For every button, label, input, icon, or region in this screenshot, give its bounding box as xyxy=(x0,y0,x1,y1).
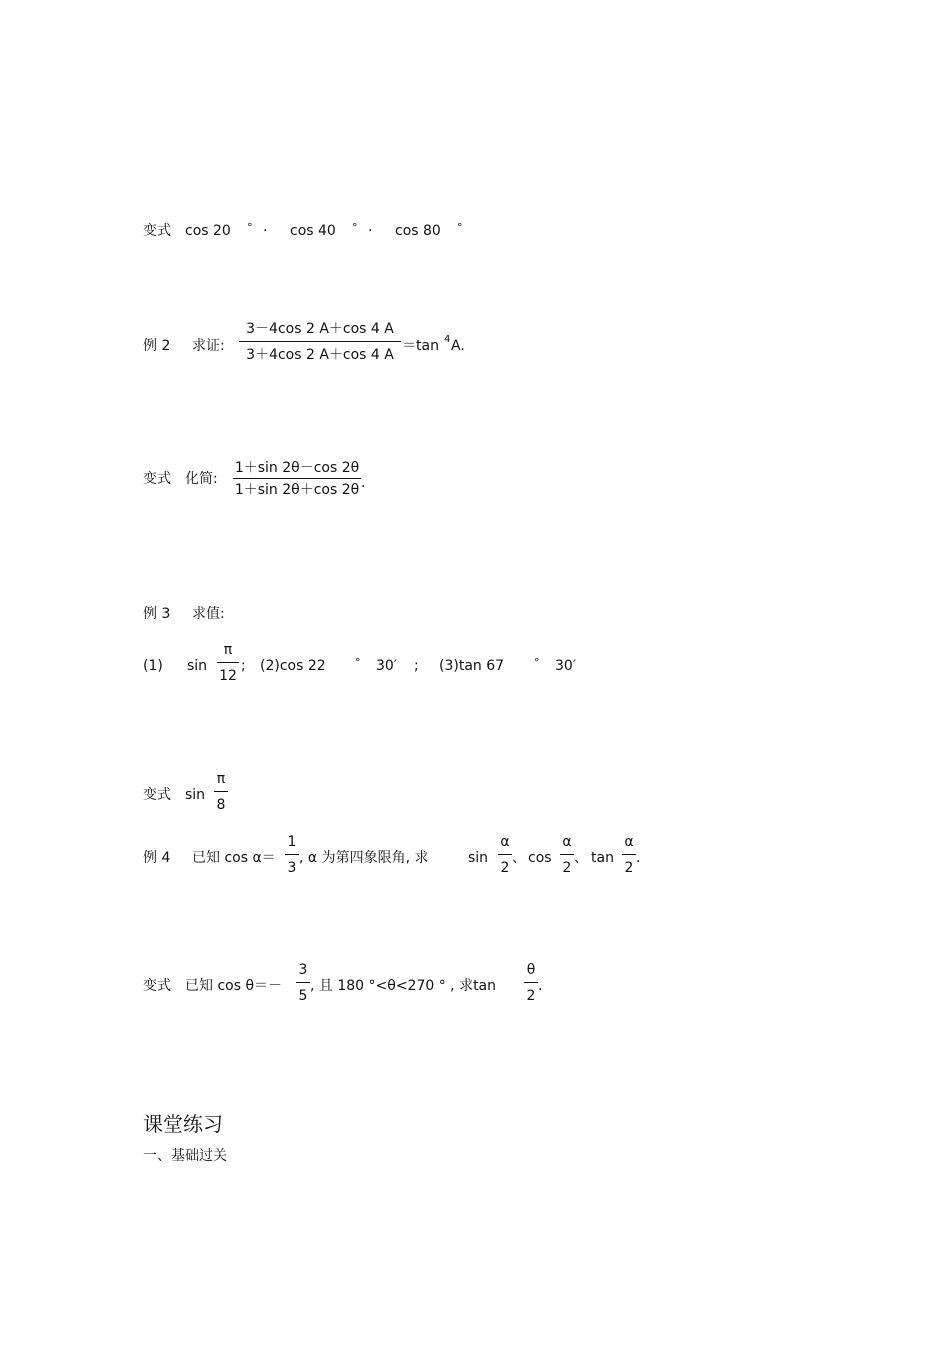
numerator: 1 xyxy=(285,833,299,855)
variant-label: 变式 xyxy=(143,978,171,994)
part-label: (1) xyxy=(143,658,163,674)
instruction: 化简: xyxy=(185,471,218,487)
exponent: 4 xyxy=(444,334,451,345)
function-name: sin xyxy=(185,787,206,803)
example-label: 例 2 xyxy=(143,338,171,354)
numerator: α xyxy=(622,833,636,855)
instruction: 求证: xyxy=(192,338,225,354)
function-name: sin xyxy=(468,850,489,866)
degree-symbol: ° xyxy=(457,221,463,234)
equation-tail: A. xyxy=(451,338,465,354)
fraction xyxy=(296,961,310,1005)
denominator: 2 xyxy=(526,988,536,1004)
minutes: 30′ xyxy=(376,658,397,674)
function-name: cos xyxy=(528,850,552,866)
part-expression: (3)tan 67 xyxy=(439,658,505,674)
numerator: 3－4cos 2 A＋cos 4 A xyxy=(239,320,401,342)
fraction xyxy=(239,320,401,364)
fraction xyxy=(524,961,538,1005)
condition: 已知 cos α＝ xyxy=(192,850,276,866)
numerator: 3 xyxy=(296,961,310,983)
condition: 已知 cos θ＝－ xyxy=(185,978,283,994)
denominator: 3＋4cos 2 A＋cos 4 A xyxy=(246,347,394,363)
denominator: 2 xyxy=(500,860,510,876)
period: . xyxy=(361,475,366,491)
fraction xyxy=(214,770,228,814)
condition: , 且 180 °<θ<270 ° , 求tan xyxy=(310,978,497,994)
degree-symbol: ° xyxy=(534,656,540,669)
denominator: 2 xyxy=(624,860,634,876)
dot-operator: · xyxy=(263,223,268,239)
minutes: 30′ xyxy=(555,658,576,674)
variant-label: 变式 xyxy=(143,787,171,803)
equation-rhs: ＝tan xyxy=(402,338,439,354)
numerator: π xyxy=(217,641,239,663)
math-term: cos 80 xyxy=(395,223,441,239)
degree-symbol: ° xyxy=(247,221,253,234)
numerator: θ xyxy=(524,961,538,983)
denominator: 3 xyxy=(287,860,297,876)
period: . xyxy=(538,978,543,994)
function-name: sin xyxy=(187,658,208,674)
condition: , α 为第四象限角, 求 xyxy=(299,850,429,866)
separator: 、 xyxy=(574,850,588,866)
variant-label: 变式 xyxy=(143,471,171,487)
math-term: cos 20 xyxy=(185,223,231,239)
part-expression: (2)cos 22 xyxy=(260,658,326,674)
section-title: 课堂练习 xyxy=(143,1112,223,1136)
numerator: π xyxy=(214,770,228,792)
fraction xyxy=(560,833,574,877)
denominator: 1＋sin 2θ＋cos 2θ xyxy=(234,482,360,498)
dot-operator: · xyxy=(368,223,373,239)
numerator: 1＋sin 2θ－cos 2θ xyxy=(233,459,361,479)
separator: 、 xyxy=(512,850,526,866)
degree-symbol: ° xyxy=(355,656,361,669)
numerator: α xyxy=(560,833,574,855)
numerator: α xyxy=(498,833,512,855)
math-term: cos 40 xyxy=(290,223,336,239)
denominator: 8 xyxy=(216,797,226,813)
function-name: tan xyxy=(591,850,614,866)
example-label: 例 4 xyxy=(143,850,171,866)
separator: ; xyxy=(414,658,419,674)
fraction xyxy=(498,833,512,877)
denominator: 12 xyxy=(219,668,237,684)
instruction: 求值: xyxy=(192,606,225,622)
fraction xyxy=(233,459,361,499)
period: . xyxy=(636,850,641,866)
variant-label: 变式 xyxy=(143,223,171,239)
section-subtitle: 一、基础过关 xyxy=(143,1148,227,1164)
degree-symbol: ° xyxy=(352,221,358,234)
separator: ; xyxy=(241,658,246,674)
example-label: 例 3 xyxy=(143,606,171,622)
fraction xyxy=(285,833,299,877)
fraction xyxy=(622,833,636,877)
denominator: 5 xyxy=(298,988,308,1004)
denominator: 2 xyxy=(562,860,572,876)
fraction xyxy=(217,641,239,685)
